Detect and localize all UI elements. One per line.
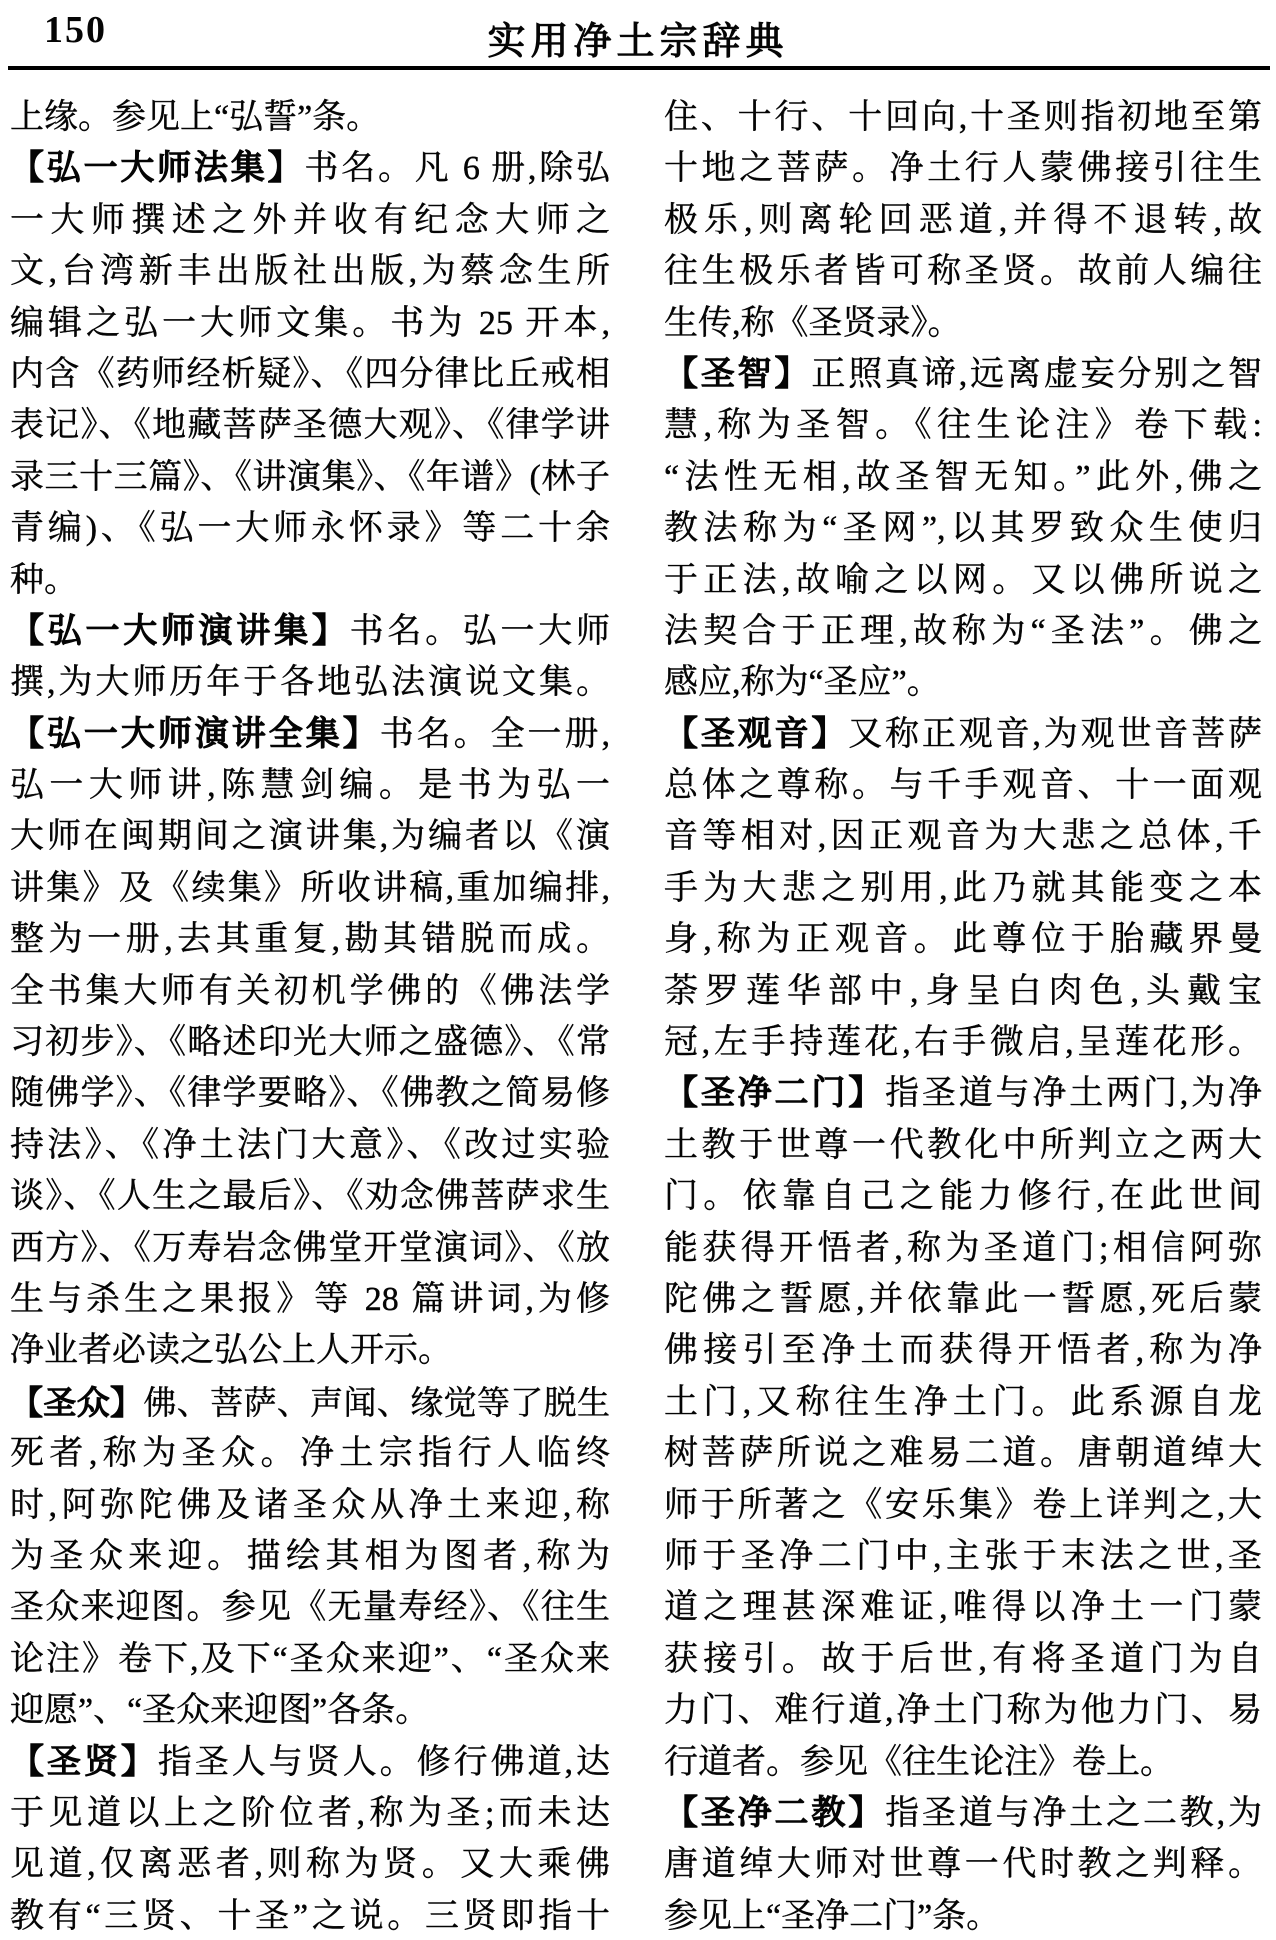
text-line — [664, 760, 1262, 811]
line-text: 谈》、《人生之最后》、《劝念佛菩萨求生 — [10, 1178, 610, 1216]
text-line — [664, 709, 1262, 760]
line-text: 持法》、《净土法门大意》、《改过实验 — [10, 1126, 610, 1164]
text-line — [10, 1685, 610, 1736]
line-text: 文,台湾新丰出版社出版,为蔡念生所 — [10, 253, 610, 291]
line-text: 讲集》及《续集》所收讲稿,重加编排, — [10, 869, 610, 907]
line-text: 佛、菩萨、声闻、缘觉等了脱生 — [143, 1385, 611, 1422]
line-text: 弘一大师讲,陈慧剑编。是书为弘一 — [10, 767, 610, 805]
line-text: 生与杀生之果报》等 28 篇讲词,为修 — [10, 1280, 610, 1318]
line-text: 为圣众来迎。描绘其相为图者,称为 — [10, 1537, 610, 1575]
text-line — [10, 709, 610, 760]
text-line — [10, 606, 610, 657]
text-line — [10, 555, 610, 606]
line-text: 身,称为正观音。此尊位于胎藏界曼 — [664, 921, 1262, 959]
text-line — [10, 1634, 610, 1685]
text-line — [10, 1377, 610, 1428]
text-line — [10, 1325, 610, 1376]
line-text: 师于所著之《安乐集》卷上详判之,大 — [664, 1486, 1262, 1524]
text-line — [10, 246, 610, 297]
text-line — [10, 1891, 610, 1940]
line-text: 参见上“圣净二门”条。 — [664, 1897, 1001, 1935]
line-text: 法契合于正理,故称为“圣法”。佛之 — [664, 612, 1262, 650]
text-line — [10, 1223, 610, 1274]
text-line — [664, 657, 1262, 708]
text-line — [664, 503, 1262, 554]
line-text: 时,阿弥陀佛及诸圣众从净土来迎,称 — [10, 1486, 610, 1524]
text-line — [664, 863, 1262, 914]
entry-headword: 【圣净二门】 — [664, 1074, 886, 1113]
line-text: 行道者。参见《往生论注》卷上。 — [664, 1743, 1174, 1781]
entry-headword: 【圣净二教】 — [664, 1793, 886, 1832]
text-line — [10, 92, 610, 143]
text-line — [10, 1017, 610, 1068]
line-text: 又称正观音,为观世音菩萨 — [848, 715, 1262, 753]
page-header-title: 实用净土宗辞典 — [487, 21, 789, 63]
line-text: 道之理甚深难证,唯得以净土一门蒙 — [664, 1589, 1262, 1627]
line-text: 表记》、《地藏菩萨圣德大观》、《律学讲 — [10, 407, 610, 445]
text-line — [664, 1891, 1262, 1940]
line-text: 往生极乐者皆可称圣贤。故前人编往 — [664, 253, 1262, 291]
text-line — [664, 1685, 1262, 1736]
text-line — [10, 914, 610, 965]
line-text: 慧,称为圣智。《往生论注》卷下载: — [664, 407, 1262, 445]
line-text: 死者,称为圣众。净土宗指行人临终 — [10, 1435, 610, 1473]
text-line — [10, 1068, 610, 1119]
text-line — [10, 1788, 610, 1839]
line-text: 书名。全一册, — [379, 715, 610, 753]
text-line — [664, 92, 1262, 143]
line-text: 获接引。故于后世,有将圣道门为自 — [664, 1640, 1262, 1678]
text-line — [664, 1377, 1262, 1428]
header-rule — [8, 66, 1270, 70]
text-line — [664, 1120, 1262, 1171]
line-text: 撰,为大师历年于各地弘法演说文集。 — [10, 664, 610, 702]
text-line — [10, 298, 610, 349]
line-text: 唐道绰大师对世尊一代时教之判释。 — [664, 1846, 1262, 1884]
text-column-left — [10, 92, 610, 1940]
text-line — [10, 657, 610, 708]
line-text: 书名。凡 6 册,除弘 — [304, 150, 611, 188]
line-text: 极乐,则离轮回恶道,并得不退转,故 — [664, 201, 1262, 239]
line-text: 全书集大师有关初机学佛的《佛法学 — [10, 972, 610, 1010]
line-text: 青编)、《弘一大师永怀录》等二十余 — [10, 510, 610, 548]
text-line — [10, 760, 610, 811]
text-column-right — [664, 92, 1262, 1940]
text-line — [664, 1531, 1262, 1582]
line-text: 冠,左手持莲花,右手微启,呈莲花形。 — [664, 1024, 1262, 1062]
line-text: 于正法,故喻之以网。又以佛所说之 — [664, 561, 1262, 599]
text-line — [664, 966, 1262, 1017]
text-line — [10, 1737, 610, 1788]
line-text: 门。依靠自己之能力修行,在此世间 — [664, 1178, 1262, 1216]
text-line — [10, 503, 610, 554]
line-text: 于见道以上之阶位者,称为圣;而未达 — [10, 1794, 610, 1832]
text-line — [664, 811, 1262, 862]
text-line — [664, 1068, 1262, 1119]
line-text: 教有“三贤、十圣”之说。三贤即指十 — [10, 1897, 610, 1935]
text-line — [664, 1017, 1262, 1068]
text-line — [10, 1428, 610, 1479]
line-text: 一大师撰述之外并收有纪念大师之 — [10, 201, 610, 239]
text-line — [664, 555, 1262, 606]
text-line — [10, 400, 610, 451]
text-line — [664, 1428, 1262, 1479]
text-line — [664, 1223, 1262, 1274]
text-line — [10, 1531, 610, 1582]
line-text: 音等相对,因正观音为大悲之总体,千 — [664, 818, 1262, 856]
line-text: 土门,又称往生净土门。此系源自龙 — [664, 1383, 1262, 1421]
entry-headword: 【圣众】 — [10, 1383, 144, 1421]
line-text: 师于圣净二门中,主张于末法之世,圣 — [664, 1537, 1262, 1575]
text-line — [664, 1634, 1262, 1685]
line-text: 论注》卷下,及下“圣众来迎”、“圣众来 — [10, 1640, 610, 1678]
text-line — [10, 966, 610, 1017]
text-line — [10, 143, 610, 194]
line-text: 荼罗莲华部中,身呈白肉色,头戴宝 — [664, 972, 1262, 1010]
text-line — [664, 1480, 1262, 1531]
text-line — [664, 1582, 1262, 1633]
line-text: 住、十行、十回向,十圣则指初地至第 — [664, 99, 1262, 136]
text-line — [664, 1737, 1262, 1788]
text-line — [10, 863, 610, 914]
line-text: 净业者必读之弘公上人开示。 — [10, 1332, 452, 1370]
entry-headword: 【弘一大师演讲全集】 — [10, 714, 380, 753]
text-line — [10, 1274, 610, 1325]
line-text: 随佛学》、《律学要略》、《佛教之简易修 — [10, 1075, 610, 1113]
text-line — [10, 1582, 610, 1633]
entry-headword: 【弘一大师法集】 — [10, 149, 305, 188]
line-text: 感应,称为“圣应”。 — [664, 664, 941, 702]
text-line — [664, 1839, 1262, 1890]
line-text: 十地之菩萨。净土行人蒙佛接引往生 — [664, 150, 1262, 188]
text-line — [664, 298, 1262, 349]
text-line — [664, 606, 1262, 657]
line-text: 西方》、《万寿岩念佛堂开堂演词》、《放 — [10, 1229, 610, 1267]
line-text: 迎愿”、“圣众来迎图”各条。 — [10, 1692, 430, 1730]
line-text: 手为大悲之别用,此乃就其能变之本 — [664, 869, 1262, 907]
text-line — [664, 1788, 1262, 1839]
text-line — [10, 452, 610, 503]
text-line — [10, 1171, 610, 1222]
line-text: 圣众来迎图。参见《无量寿经》、《往生 — [10, 1589, 610, 1627]
line-text: 能获得开悟者,称为圣道门;相信阿弥 — [664, 1229, 1262, 1267]
text-line — [10, 1480, 610, 1531]
line-text: 正照真谛,远离虚妄分别之智 — [811, 355, 1262, 393]
line-text: 生传,称《圣贤录》。 — [664, 304, 962, 342]
line-text: 书名。弘一大师 — [349, 612, 611, 650]
entry-headword: 【圣贤】 — [10, 1742, 158, 1781]
entry-headword: 【圣观音】 — [664, 714, 849, 753]
line-text: 佛接引至净土而获得开悟者,称为净 — [664, 1332, 1262, 1370]
line-text: 整为一册,去其重复,勘其错脱而成。 — [10, 921, 610, 959]
text-line — [10, 811, 610, 862]
line-text: 指圣人与贤人。修行佛道,达 — [157, 1743, 610, 1781]
line-text: 大师在闽期间之演讲集,为编者以《演 — [10, 818, 610, 856]
text-line — [664, 1325, 1262, 1376]
text-line — [10, 1120, 610, 1171]
line-text: “法性无相,故圣智无知。”此外,佛之 — [664, 458, 1262, 496]
entry-headword: 【弘一大师演讲集】 — [10, 611, 350, 650]
text-line — [664, 1171, 1262, 1222]
line-text: 录三十三篇》、《讲演集》、《年谱》(林子 — [10, 458, 610, 496]
line-text: 教法称为“圣网”,以其罗致众生使归 — [664, 510, 1262, 548]
line-text: 上缘。参见上“弘誓”条。 — [10, 99, 381, 136]
line-text: 总体之尊称。与千手观音、十一面观 — [664, 767, 1262, 805]
text-line — [664, 452, 1262, 503]
text-line — [664, 246, 1262, 297]
line-text: 指圣道与净土之二教,为 — [885, 1794, 1262, 1832]
text-line — [664, 914, 1262, 965]
line-text: 土教于世尊一代教化中所判立之两大 — [664, 1126, 1262, 1164]
text-line — [664, 143, 1262, 194]
text-line — [664, 1274, 1262, 1325]
text-line — [664, 195, 1262, 246]
line-text: 陀佛之誓愿,并依靠此一誓愿,死后蒙 — [664, 1280, 1262, 1318]
line-text: 指圣道与净土两门,为净 — [885, 1075, 1262, 1113]
text-line — [10, 1839, 610, 1890]
text-line — [664, 400, 1262, 451]
line-text: 种。 — [10, 561, 78, 599]
line-text: 力门、难行道,净土门称为他力门、易 — [664, 1692, 1262, 1730]
line-text: 习初步》、《略述印光大师之盛德》、《常 — [10, 1024, 610, 1062]
line-text: 见道,仅离恶者,则称为贤。又大乘佛 — [10, 1846, 610, 1884]
text-line — [10, 349, 610, 400]
entry-headword: 【圣智】 — [664, 354, 812, 393]
text-line — [664, 349, 1262, 400]
line-text: 内含《药师经析疑》、《四分律比丘戒相 — [10, 355, 610, 393]
page-number: 150 — [44, 9, 107, 51]
text-line — [10, 195, 610, 246]
line-text: 树菩萨所说之难易二道。唐朝道绰大 — [664, 1435, 1262, 1473]
line-text: 编辑之弘一大师文集。书为 25 开本, — [10, 304, 610, 342]
